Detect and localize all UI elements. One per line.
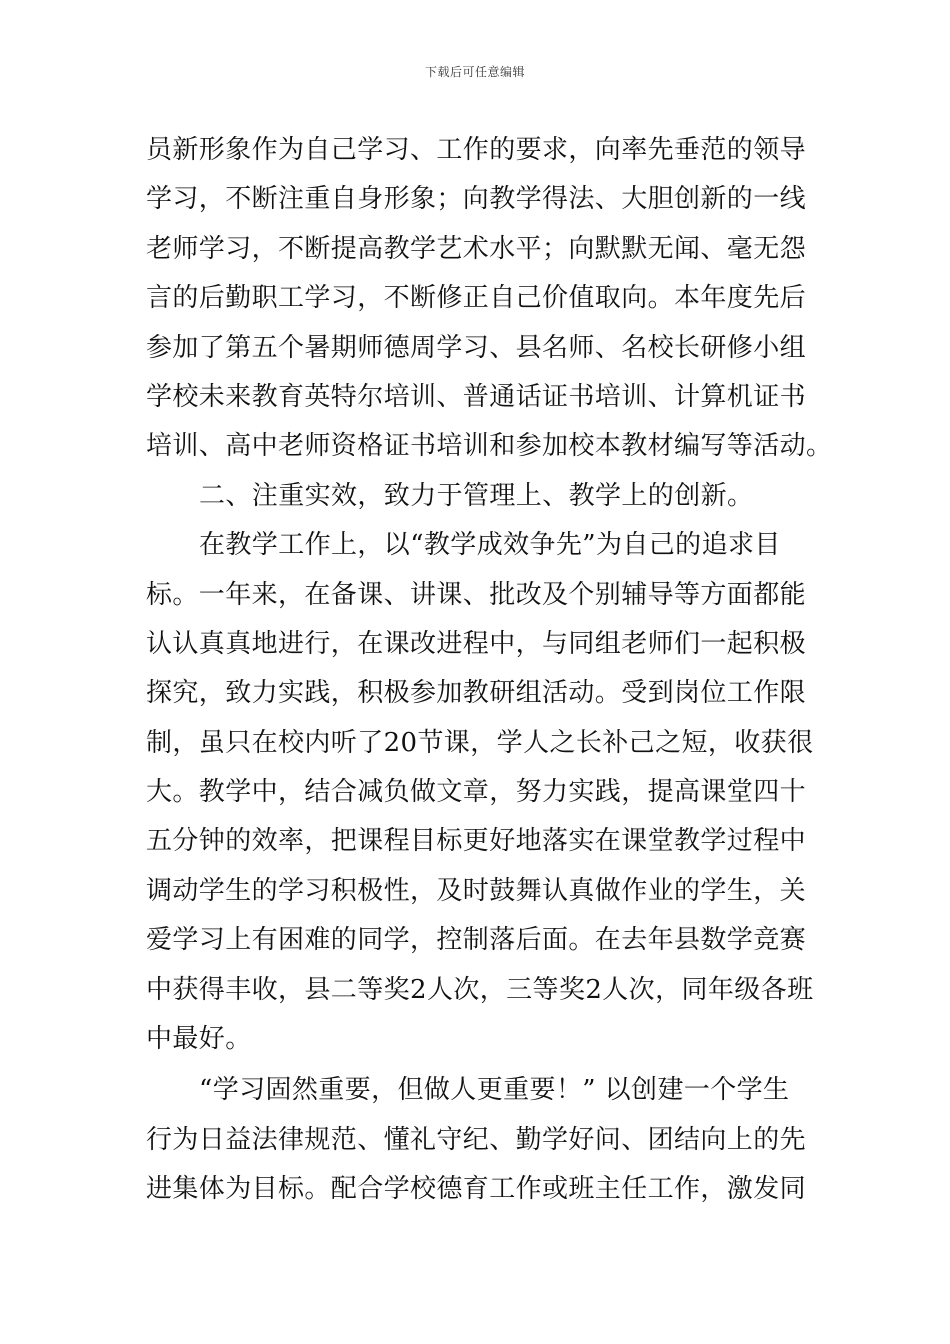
text-line: 培训、高中老师资格证书培训和参加校本教材编写等活动。: [146, 431, 833, 462]
page-header: 下载后可任意编辑: [424, 65, 525, 79]
text-line: 中最好。: [146, 1024, 252, 1055]
paragraph-first-line: 在教学工作上，以“教学成效争先”为自己的追求目: [199, 530, 781, 561]
text-line: 爱学习上有困难的同学，控制落后面。在去年县数学竞赛: [146, 925, 807, 956]
text-line: 调动学生的学习积极性，及时鼓舞认真做作业的学生，关: [146, 875, 807, 906]
text-line: 制，虽只在校内听了20节课，学人之长补己之短，收获很: [146, 727, 814, 758]
text-line: 标。一年来，在备课、讲课、批改及个别辅导等方面都能: [146, 579, 807, 610]
text-line: 行为日益法律规范、懂礼守纪、勤学好问、团结向上的先: [146, 1124, 807, 1155]
text-line: 大。教学中，结合减负做文章，努力实践，提高课堂四十: [146, 777, 807, 808]
document-body: [146, 126, 833, 1215]
text-line: 五分钟的效率，把课程目标更好地落实在课堂教学过程中: [146, 826, 807, 857]
paragraph-first-line: “学习固然重要，但做人更重要！” 以创建一个学生: [199, 1075, 790, 1106]
section-heading: 二、注重实效，致力于管理上、教学上的创新。: [199, 480, 754, 511]
text-line: 老师学习，不断提高教学艺术水平；向默默无闻、毫无怨: [146, 233, 807, 264]
text-line: 言的后勤职工学习，不断修正自己价值取向。本年度先后: [146, 283, 807, 314]
text-line: 中获得丰收，县二等奖2人次，三等奖2人次，同年级各班: [146, 974, 814, 1005]
text-line: 认认真真地进行，在课改进程中，与同组老师们一起积极: [146, 628, 807, 659]
text-line: 员新形象作为自己学习、工作的要求，向率先垂范的领导: [146, 135, 807, 165]
text-line: 进集体为目标。配合学校德育工作或班主任工作，激发同: [146, 1174, 807, 1205]
text-line: 学习，不断注重自身形象；向教学得法、大胆创新的一线: [146, 184, 807, 215]
text-line: 学校未来教育英特尔培训、普通话证书培训、计算机证书: [146, 381, 807, 412]
text-line: 参加了第五个暑期师德周学习、县名师、名校长研修小组: [146, 332, 807, 363]
text-line: 探究，致力实践，积极参加教研组活动。受到岗位工作限: [146, 678, 807, 709]
